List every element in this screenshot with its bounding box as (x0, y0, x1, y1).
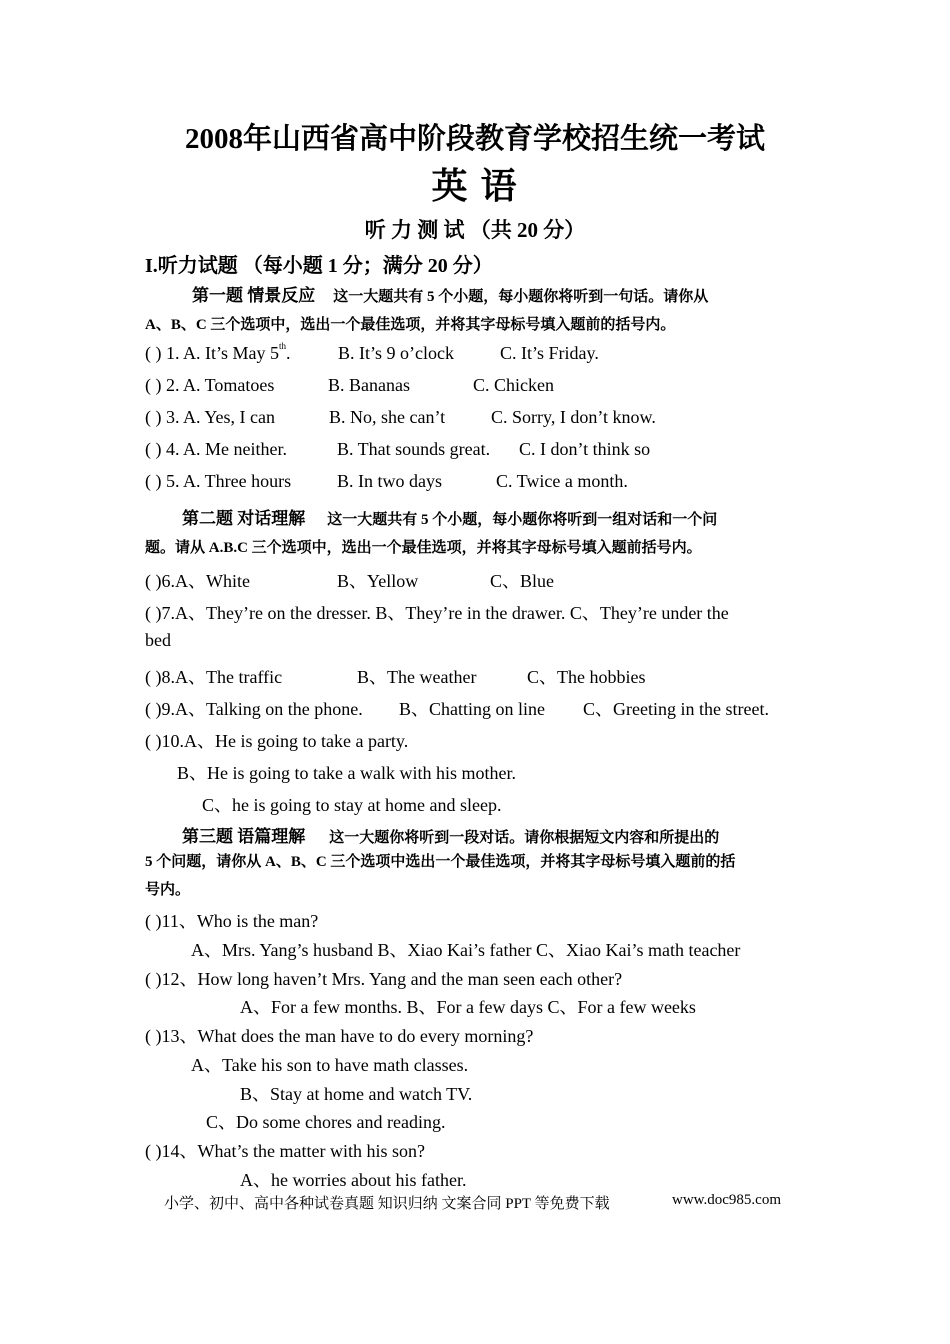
question-13-option-b: B、Stay at home and watch TV. (240, 1084, 473, 1104)
question-1-option-c: C. It’s Friday. (500, 343, 599, 363)
question-4-option-c: C. I don’t think so (519, 439, 651, 459)
question-9-option-c: C、Greeting in the street. (583, 699, 769, 719)
question-7-continued: bed (145, 630, 171, 650)
question-8-option-b: B、The weather (357, 667, 477, 687)
part2-instruction: 第二题 对话理解 这一大题共有 5 个小题，每小题你将听到一组对话和一个问 (182, 509, 718, 528)
part3-instruction-3: 号内。 (145, 882, 191, 898)
subject-title: 英 语 (431, 166, 519, 206)
question-2-option-c: C. Chicken (473, 375, 554, 395)
question-9-option-b: B、Chatting on line (399, 699, 545, 719)
question-10: ( )10.A、He is going to take a party. (145, 731, 409, 751)
question-6-option-c: C、Blue (490, 571, 555, 591)
part-title: 听 力 测 试 （共 20 分） (364, 218, 586, 242)
part1-instruction-2: A、B、C 三个选项中，选出一个最佳选项，并将其字母标号填入题前的括号内。 (145, 317, 676, 333)
question-1: ( ) 1. A. It’s May 5th. (145, 341, 291, 363)
question-10-option-b: B、He is going to take a walk with his mother. (177, 763, 516, 783)
exam-title: 2008年山西省高中阶段教育学校招生统一考试 (184, 123, 765, 155)
question-9: ( )9.A、Talking on the phone. (145, 699, 363, 719)
question-5-option-c: C. Twice a month. (496, 471, 628, 491)
section-heading: I.听力试题 （每小题 1 分；满分 20 分） (145, 255, 493, 277)
part3-label: 第三题 语篇理解 (182, 827, 306, 846)
question-3: ( ) 3. A. Yes, I can (145, 407, 275, 427)
question-11: ( )11、Who is the man? (145, 911, 319, 931)
question-1-option-b: B. It’s 9 o’clock (338, 343, 454, 363)
question-2-option-b: B. Bananas (328, 375, 410, 395)
part2-instruction-2: 题。请从 A.B.C 三个选项中，选出一个最佳选项，并将其字母标号填入题前括号内。 (145, 540, 702, 556)
question-5: ( ) 5. A. Three hours (145, 471, 292, 491)
question-13-option-a: A、Take his son to have math classes. (191, 1055, 469, 1075)
question-14-option-a: A、he worries about his father. (240, 1170, 467, 1190)
question-3-option-c: C. Sorry, I don’t know. (491, 407, 656, 427)
question-14: ( )14、What’s the matter with his son? (145, 1141, 425, 1161)
footer-url[interactable]: www.doc985.com (672, 1192, 782, 1208)
part2-label: 第二题 对话理解 (182, 509, 306, 528)
question-5-option-b: B. In two days (337, 471, 442, 491)
part3-instruction-2: 5 个问题，请你从 A、B、C 三个选项中选出一个最佳选项，并将其字母标号填入题前的括 (145, 854, 736, 870)
question-13: ( )13、What does the man have to do every morning? (145, 1026, 534, 1046)
question-12: ( )12、How long haven’t Mrs. Yang and the man seen each other? (145, 969, 623, 989)
question-11-options: A、Mrs. Yang’s husband B、Xiao Kai’s father C、Xiao Kai’s math teacher (191, 940, 741, 960)
question-7: ( )7.A、They’re on the dresser. B、They’re in the drawer. C、They’re under the (145, 603, 729, 623)
part3-instruction: 第三题 语篇理解 这一大题你将听到一段对话。请你根据短文内容和所提出的 (182, 827, 720, 846)
question-8: ( )8.A、The traffic (145, 667, 283, 687)
part1-instruction: 第一题 情景反应 这一大题共有 5 个小题，每小题你将听到一句话。请你从 (192, 286, 709, 305)
question-10-option-c: C、he is going to stay at home and sleep. (202, 795, 502, 815)
question-6-option-b: B、Yellow (337, 571, 419, 591)
footer-text: 小学、初中、高中各种试卷真题 知识归纳 文案合同 PPT 等免费下载 (164, 1196, 610, 1212)
question-4: ( ) 4. A. Me neither. (145, 439, 287, 459)
question-13-option-c: C、Do some chores and reading. (206, 1112, 446, 1132)
question-8-option-c: C、The hobbies (527, 667, 646, 687)
question-4-option-b: B. That sounds great. (337, 439, 491, 459)
question-12-options: A、For a few months. B、For a few days C、For a few weeks (240, 997, 696, 1017)
part1-label: 第一题 情景反应 (192, 286, 316, 305)
question-6: ( )6.A、White (145, 571, 250, 591)
question-2: ( ) 2. A. Tomatoes (145, 375, 275, 395)
question-3-option-b: B. No, she can’t (329, 407, 446, 427)
